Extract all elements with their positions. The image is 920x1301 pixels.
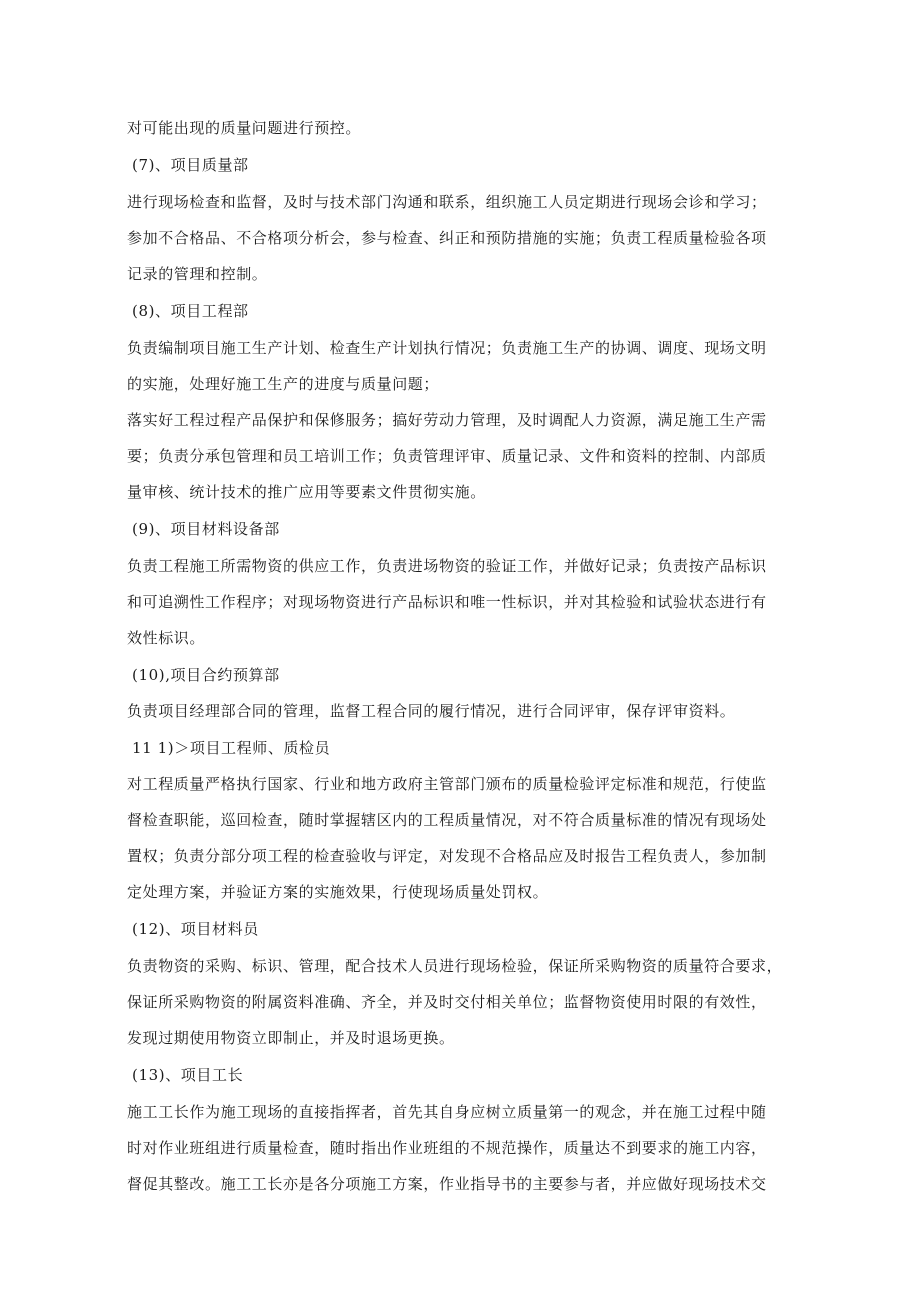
paragraph-line: 效性标识。	[127, 629, 206, 647]
paragraph-line: 时对作业班组进行质量检查，随时指出作业班组的不规范操作，质量达不到要求的施工内容，	[127, 1139, 767, 1157]
paragraph-line: 落实好工程过程产品保护和保修服务；搞好劳动力管理，及时调配人力资源，满足施工生产需	[127, 411, 767, 429]
paragraph-line: 对工程质量严格执行国家、行业和地方政府主管部门颁布的质量检验评定标准和规范，行使监	[127, 775, 767, 793]
section-heading-12: (12)、项目材料员	[132, 920, 259, 938]
paragraph-line: 参加不合格品、不合格项分析会，参与检查、纠正和预防措施的实施；负责工程质量检验各项	[127, 229, 767, 247]
paragraph-line: 和可追溯性工作程序；对现场物资进行产品标识和唯一性标识，并对其检验和试验状态进行有	[127, 593, 767, 611]
paragraph-line: 进行现场检查和监督，及时与技术部门沟通和联系，组织施工人员定期进行现场会诊和学习；	[127, 193, 767, 211]
paragraph-line: 负责编制项目施工生产计划、检查生产计划执行情况；负责施工生产的协调、调度、现场文明	[127, 339, 767, 357]
paragraph-line: 发现过期使用物资立即制止，并及时退场更换。	[127, 1029, 455, 1047]
paragraph-line: 负责物资的采购、标识、管理，配合技术人员进行现场检验，保证所采购物资的质量符合要求，	[127, 957, 783, 975]
section-heading-8: (8)、项目工程部	[132, 302, 249, 320]
paragraph-line: 督检查职能，巡回检查，随时掌握辖区内的工程质量情况，对不符合质量标准的情况有现场处	[127, 811, 767, 829]
section-heading-10: (10),项目合约预算部	[132, 666, 280, 684]
paragraph-line: 负责项目经理部合同的管理，监督工程合同的履行情况，进行合同评审，保存评审资料。	[127, 702, 736, 720]
paragraph-line: 负责工程施工所需物资的供应工作，负责进场物资的验证工作，并做好记录；负责按产品标识	[127, 557, 767, 575]
paragraph-line: 要；负责分承包管理和员工培训工作；负责管理评审、质量记录、文件和资料的控制、内部质	[127, 447, 767, 465]
section-heading-11: 11 1)＞项目工程师、质检员	[132, 739, 331, 757]
paragraph-line: 的实施，处理好施工生产的进度与质量问题；	[127, 375, 440, 393]
paragraph-line: 对可能出现的质量问题进行预控。	[127, 119, 362, 137]
paragraph-line: 督促其整改。施工工长亦是各分项施工方案，作业指导书的主要参与者，并应做好现场技术交	[127, 1175, 767, 1193]
paragraph-line: 置权；负责分部分项工程的检查验收与评定，对发现不合格品应及时报告工程负责人，参加制	[127, 847, 767, 865]
section-heading-13: (13)、项目工长	[132, 1066, 244, 1084]
section-heading-9: (9)、项目材料设备部	[132, 520, 280, 538]
section-heading-7: (7)、项目质量部	[132, 156, 249, 174]
paragraph-line: 保证所采购物资的附属资料准确、齐全，并及时交付相关单位；监督物资使用时限的有效性，	[127, 993, 767, 1011]
paragraph-line: 定处理方案，并验证方案的实施效果，行使现场质量处罚权。	[127, 883, 549, 901]
paragraph-line: 记录的管理和控制。	[127, 265, 268, 283]
paragraph-line: 施工工长作为施工现场的直接指挥者，首先其自身应树立质量第一的观念，并在施工过程中随	[127, 1103, 767, 1121]
paragraph-line: 量审核、统计技术的推广应用等要素文件贯彻实施。	[127, 483, 486, 501]
